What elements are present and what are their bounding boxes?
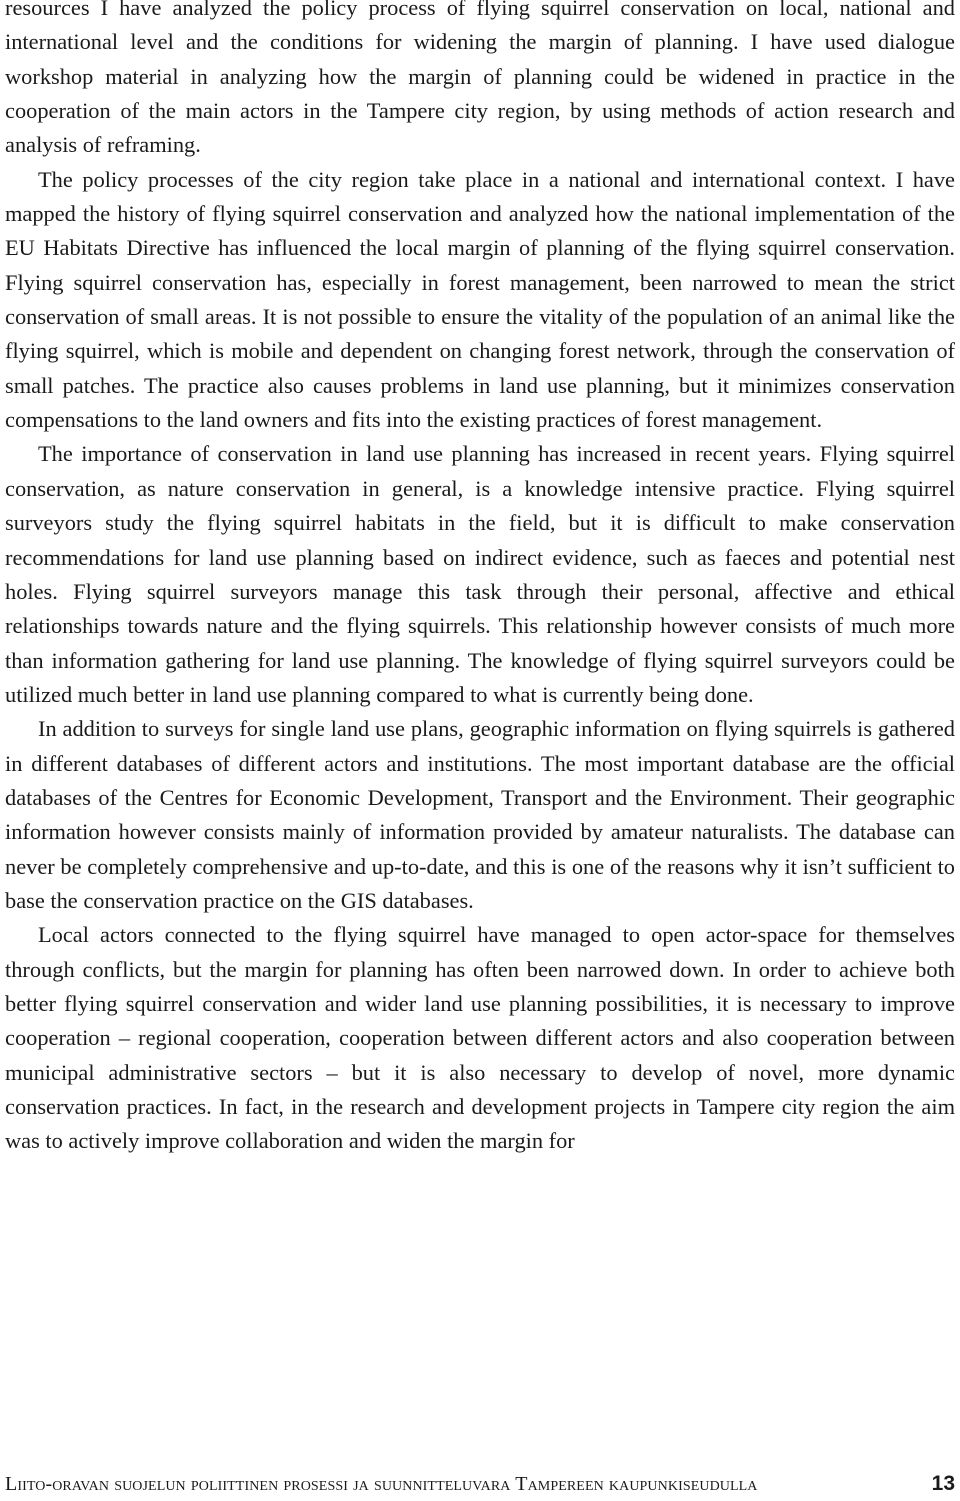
paragraph-2: The policy processes of the city region take place in a national and international context. I have mapped the history of flying squirrel conservation and analyzed how the national implementation of the EU Habitats Directive has influenced the local margin of planning of the flying squirrel conservation. Flying squirrel conservation has, especially in forest management, been narrowed to mean the strict conservation of small areas. It is not possible to ensure the vitality of the population of an animal like the flying squirrel, which is mobile and dependent on changing forest network, through the conservation of small patches. The practice also causes problems in land use planning, but it minimizes conservation compensations to the land owners and fits into the existing practices of forest management.: [5, 166, 955, 433]
paragraph-4: In addition to surveys for single land use plans, geographic information on flying squirrels is gathered in different databases of different actors and institutions. The most important database are the official databases of the Centres for Economic Development, Transport and the Environment. Their geographic information however consists mainly of information provided by amateur naturalists. The database can never be completely comprehensive and up-to-date, and this is one of the reasons why it isn’t sufficient to base the conservation practice on the GIS databases.: [5, 716, 955, 913]
page-footer: [5, 1472, 955, 1498]
paragraph-5: Local actors connected to the flying squirrel have managed to open actor-space for themselves through conflicts, but the margin for planning has often been narrowed down. In order to achieve both better flying squirrel conservation and wider land use planning possibilities, it is necessary to improve cooperation – regional cooperation, cooperation between different actors and also cooperation between municipal administrative sectors – but it is also necessary to develop of novel, more dynamic conservation practices. In fact, in the research and development projects in Tampere city region the aim was to actively improve collaboration and widen the margin for: [5, 922, 955, 1154]
paragraph-1: resources I have analyzed the policy process of flying squirrel conservation on local, national and international level and the conditions for widening the margin of planning. I have used dialogue workshop material in analyzing how the margin of planning could be widened in practice in the cooperation of the main actors in the Tampere city region, by using methods of action research and analysis of reframing.: [5, 0, 955, 158]
running-title: Liito-oravan suojelun poliittinen prosessi ja suunnitteluvara Tampereen kaupunkiseudulla: [5, 1473, 758, 1495]
body-text: [5, 0, 955, 1159]
paragraph-3: The importance of conservation in land use planning has increased in recent years. Flying squirrel conservation, as nature conservation in general, is a knowledge intensive practice. Flying squirrel surveyors study the flying squirrel habitats in the field, but it is difficult to make conservation recommendations for land use planning based on indirect evidence, such as faeces and potential nest holes. Flying squirrel surveyors manage this task through their personal, affective and ethical relationships towards nature and the flying squirrels. This relationship however consists of much more than information gathering for land use planning. The knowledge of flying squirrel surveyors could be utilized much better in land use planning compared to what is currently being done.: [5, 441, 955, 707]
page-number: 13: [931, 1472, 955, 1495]
